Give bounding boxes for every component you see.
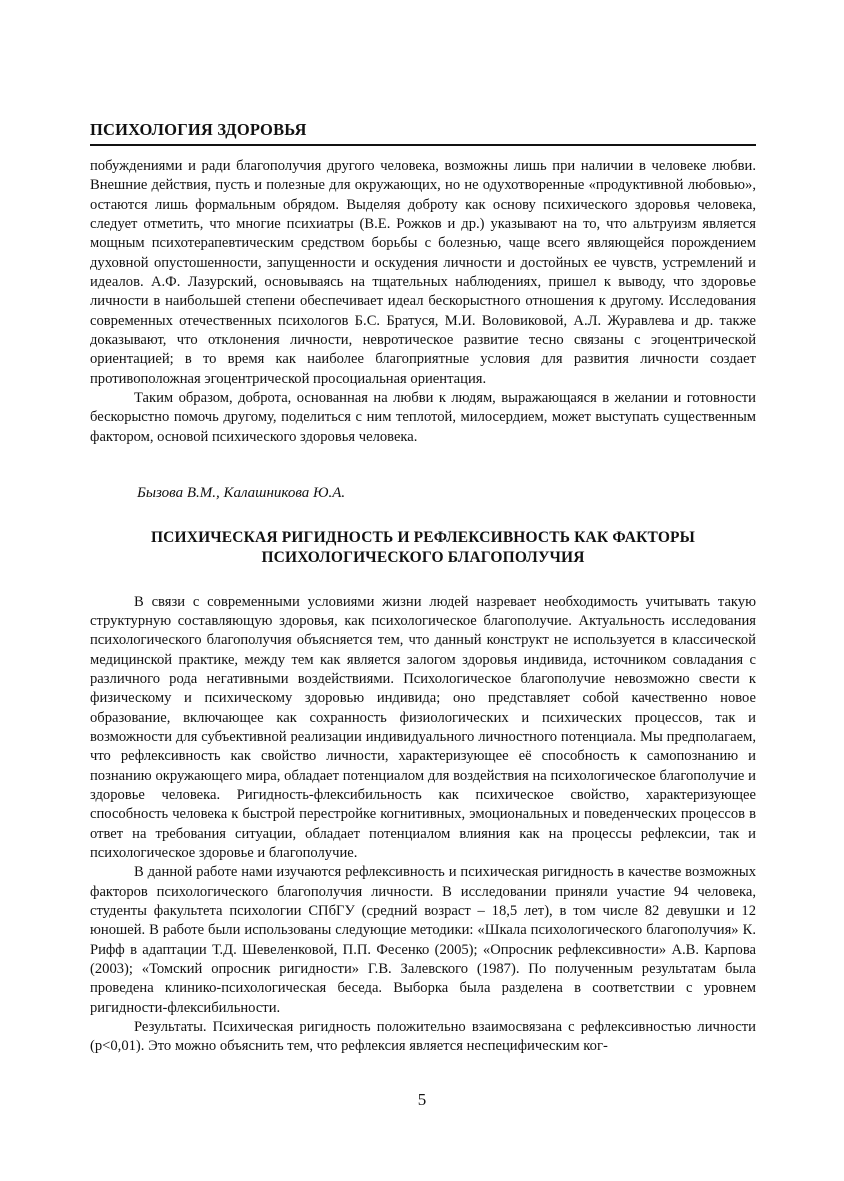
- page-body: [90, 157, 756, 1057]
- article-authors: Бызова В.М., Калашникова Ю.А.: [137, 485, 346, 502]
- article-paragraph: В связи с современными условиями жизни людей назревает необходимость учитывать такую структурную составляющую здоровья, как психологическое благополучие. Актуальность исследования психологического благополучия объясняется тем, что данный конструкт не используется в классической медицинской практике, между тем как является залогом здоровья индивида, источником совладания с различного рода негативными воздействиями. Психологическое благополучие невозможно свести к физическому и психическому здоровью индивида; оно представляет собой качественно новое образование, включающее как сохранность физиологических и психических процессов, так и возможности для субъективной реализации индивидуального личностного потенциала. Мы предполагаем, что рефлексивность как свойство личности, характеризующее её способность к самопознанию и познанию окружающего мира, обладает потенциалом для воздействия на психологическое благополучие и здоровье человека. Ригидность-флексибильность как психическое свойство, характеризующее способность человека к быстрой перестройке когнитивных, эмоциональных и поведенческих процессов в ответ на требования ситуации, обладает потенциалом влияния как на процессы рефлексии, так и психологическое здоровье и благополучие.: [90, 593, 756, 861]
- page-number: 5: [417, 1090, 427, 1109]
- article-title: [90, 528, 756, 568]
- header-divider: [90, 144, 756, 146]
- article-paragraph: В данной работе нами изучаются рефлексивность и психическая ригидность в качестве возможных факторов психологического благополучия личности. В исследовании приняли участие 94 человека, студенты факультета психологии СПбГУ (средний возраст – 18,5 лет), в том числе 82 девушки и 12 юношей. В работе были использованы следующие методики: «Шкала психологического благополучия» К. Рифф в адаптации Т.Д. Шевеленковой, П.П. Фесенко (2005); «Опросник рефлексивности» А.В. Карпова (2003); «Томский опросник ригидности» Г.В. Залевского (1987). По полученным результатам была проведена клинико-психологическая беседа. Выборка была разделена в соответствии с уровнем ригидности-флексибильности.: [90, 864, 756, 1016]
- article-title-line: ПСИХОЛОГИЧЕСКОГО БЛАГОПОЛУЧИЯ: [261, 548, 585, 566]
- article-paragraph: Результаты. Психическая ригидность положительно взаимосвязана с рефлексивностью личности (p<0,01). Это можно объяснить тем, что рефлексия является неспецифическим ког-: [90, 1019, 756, 1055]
- continued-paragraph: побуждениями и ради благополучия другого человека, возможны лишь при наличии в человеке любви. Внешние действия, пусть и полезные для окружающих, но не одухотворенные «продуктивной любовью», остаются лишь формальным обрядом. Выделяя доброту как основу психического здоровья человека, следует отметить, что многие психиатры (В.Е. Рожков и др.) указывают на то, что альтруизм является мощным психотерапевтическим средством борьбы с болезнью, чаще всего являющейся порождением духовной опустошенности, запущенности и оскудения личности и достойных ее чувств, устремлений и идеалов. А.Ф. Лазурский, основываясь на тщательных наблюдениях, пришел к выводу, что здоровье личности в наибольшей степени обеспечивает идеал бескорыстного отношения к другому. Исследования современных отечественных психологов Б.С. Братуся, М.И. Воловиковой, А.Л. Журавлева и др. также доказывают, что отклонения личности, невротическое развитие тесно связаны с эгоцентрической ориентацией; в то время как наиболее благоприятные условия для развития личности создает противоположная эгоцентрической просоциальная ориентация.: [90, 158, 756, 387]
- article-title-line: ПСИХИЧЕСКАЯ РИГИДНОСТЬ И РЕФЛЕКСИВНОСТЬ КАК ФАКТОРЫ: [150, 528, 696, 546]
- running-header: ПСИХОЛОГИЯ ЗДОРОВЬЯ: [90, 120, 307, 139]
- body-paragraph: Таким образом, доброта, основанная на любви к людям, выражающаяся в желании и готовности бескорыстно помочь другому, поделиться с ним теплотой, милосердием, может выступать существенным фактором, основой психического здоровья человека.: [90, 390, 756, 445]
